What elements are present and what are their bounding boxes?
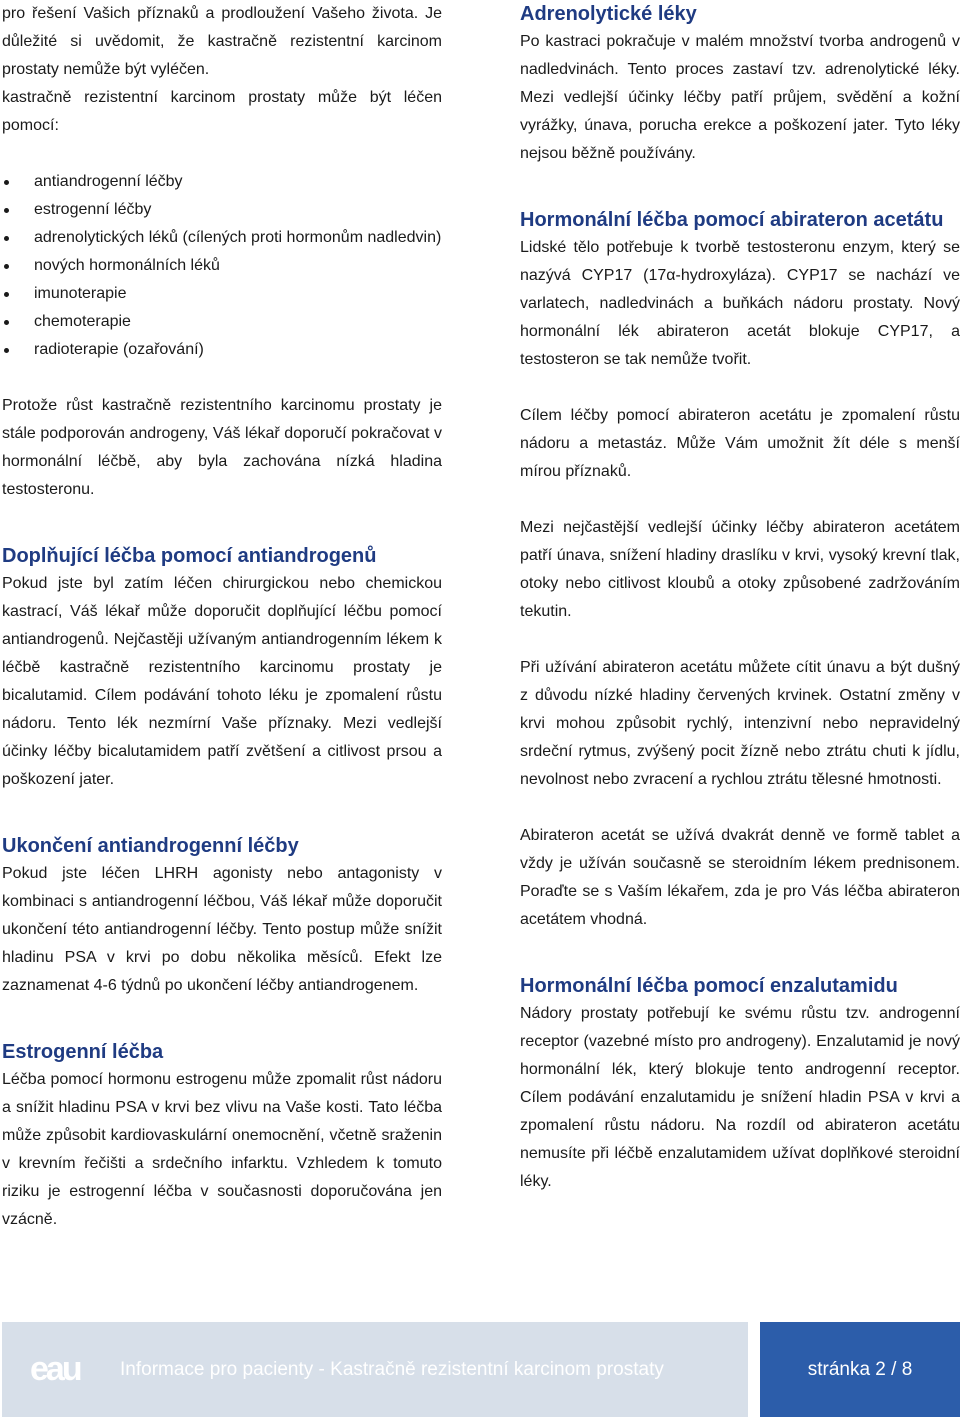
heading-adrenolytic: Adrenolytické léky — [520, 3, 697, 25]
list-item: radioterapie (ozařování) — [2, 336, 442, 364]
svg-text:eau: eau — [30, 1350, 80, 1386]
abirateron-paragraph-2: Cílem léčby pomocí abirateron acetátu je zpomalení růstu nádoru a metastáz. Může Vám umožnit žít déle s menší mírou příznaků. — [520, 407, 960, 480]
heading-abirateron: Hormonální léčba pomocí abirateron acetátu — [520, 209, 944, 231]
heading-estrogen: Estrogenní léčba — [2, 1041, 164, 1063]
heading-antiandrogen: Doplňující léčba pomocí antiandrogenů — [2, 545, 377, 567]
list-item: estrogenní léčby — [2, 196, 442, 224]
eau-logo-icon — [30, 1350, 90, 1386]
list-item: imunoterapie — [2, 280, 442, 308]
abirateron-paragraph-5: Abirateron acetát se užívá dvakrát denně ve formě tablet a vždy je užíván současně se steroidním lékem prednisonem. Poraďte se s Vaším lékařem, zda je pro Vás léčba abirateron acetátem vhodná. — [520, 827, 960, 928]
page-footer — [0, 1322, 960, 1417]
heading-enzalutamid: Hormonální léčba pomocí enzalutamidu — [520, 975, 898, 997]
footer-page-box — [760, 1322, 960, 1417]
abirateron-paragraph-4: Při užívání abirateron acetátu můžete cítit únavu a být dušný z důvodu nízké hladiny červených krvinek. Ostatní změny v krvi mohou způsobit rychlý, intenzivní nebo nepravidelný srdeční rytmus, zvýšený pocit žízně nebo ztrátu chuti k jídlu, nevolnost nebo zvracení a rychlou ztrátu tělesné hmotnosti. — [520, 659, 960, 788]
list-item: nových hormonálních léků — [2, 252, 442, 280]
abirateron-paragraph-1: Lidské tělo potřebuje k tvorbě testosteronu enzym, který se nazývá CYP17 (17α-hydroxyláza). CYP17 se nachází ve varlatech, nadledvinách a buňkách nádoru prostaty. Nový hormonální lék abirateron acetát blokuje CYP17, a testosteron se tak nemůže tvořit. — [520, 239, 960, 368]
intro-paragraph-2: kastračně rezistentní karcinom prostaty může být léčen pomocí: — [2, 89, 442, 134]
abirateron-paragraph-3: Mezi nejčastější vedlejší účinky léčby abirateron acetátem patří únava, snížení hladiny draslíku v krvi, vysoký krevní tlak, otoky nebo citlivost kloubů a otoky způsobené zadržováním tekutin. — [520, 519, 960, 620]
estrogen-paragraph: Léčba pomocí hormonu estrogenu může zpomalit růst nádoru a snížit hladinu PSA v krvi bez vlivu na Vaše kosti. Tato léčba může způsobit kardiovaskulární onemocnění, včetně sraženin v krevním řečišti a srdečního infarktu. Vzhledem k tomuto riziku je estrogenní léčba v současnosti doporučována jen vzácně. — [2, 1071, 442, 1228]
list-item: chemoterapie — [2, 308, 442, 336]
list-item: adrenolytických léků (cílených proti hormonům nadledvin) — [2, 224, 442, 252]
list-item: antiandrogenní léčby — [2, 168, 442, 196]
page-number: stránka 2 / 8 — [807, 1359, 913, 1380]
treatment-list — [2, 168, 442, 364]
intro-paragraph-1: pro řešení Vašich příznaků a prodloužení Vašeho života. Je důležité si uvědomit, že kastračně rezistentní karcinom prostaty nemůže být vyléčen. — [2, 5, 442, 78]
ukonceni-paragraph: Pokud jste léčen LHRH agonisty nebo antagonisty v kombinaci s antiandrogenní léčbou, Váš lékař může doporučit ukončení této antiandrogenní léčby. Tento postup může snížit hladinu PSA v krvi po dobu několika měsíců. Efekt lze zaznamenat 4-6 týdnů po ukončení léčby antiandrogenem. — [2, 865, 442, 994]
antiandrogen-paragraph: Pokud jste byl zatím léčen chirurgickou nebo chemickou kastrací, Váš lékař může doporučit doplňující léčbu pomocí antiandrogenů. Nejčastěji užívaným antiandrogenním lékem k léčbě kastračně rezistentního karcinomu prostaty je bicalutamid. Cílem podávání tohoto léku je zpomalení růstu nádoru. Tento lék nezmírní Vaše příznaky. Mezi vedlejší účinky léčby bicalutamidem patří zvětšení a citlivost prsou a poškození jater. — [2, 575, 442, 788]
enzalutamid-paragraph: Nádory prostaty potřebují ke svému růstu tzv. androgenní receptor (vazebné místo pro androgeny). Enzalutamid je nový hormonální lék, který blokuje tento androgenní receptor. Cílem podávání enzalutamidu je snížení hladin PSA v krvi a zpomalení růstu nádoru. Na rozdíl od abirateron acetátu nemusíte při léčbě enzalutamidem užívat doplňkové steroidní léky. — [520, 1005, 960, 1190]
heading-ukonceni: Ukončení antiandrogenní léčby — [2, 835, 299, 857]
left-column — [2, 0, 442, 1234]
androgen-paragraph: Protože růst kastračně rezistentního karcinomu prostaty je stále podporován androgeny, Váš lékař doporučí pokračovat v hormonální léčbě, aby byla zachována nízká hladina testosteronu. — [2, 397, 442, 498]
right-column — [520, 0, 960, 1196]
adrenolytic-paragraph: Po kastraci pokračuje v malém množství tvorba androgenů v nadledvinách. Tento proces zastaví tzv. adrenolytické léky. Mezi vedlejší účinky léčby patří průjem, svědění a kožní vyrážky, únava, porucha erekce a poškození jater. Tyto léky nejsou běžně používány. — [520, 33, 960, 162]
footer-title-bar — [2, 1322, 748, 1417]
footer-title: Informace pro pacienty - Kastračně rezistentní karcinom prostaty — [120, 1359, 664, 1380]
